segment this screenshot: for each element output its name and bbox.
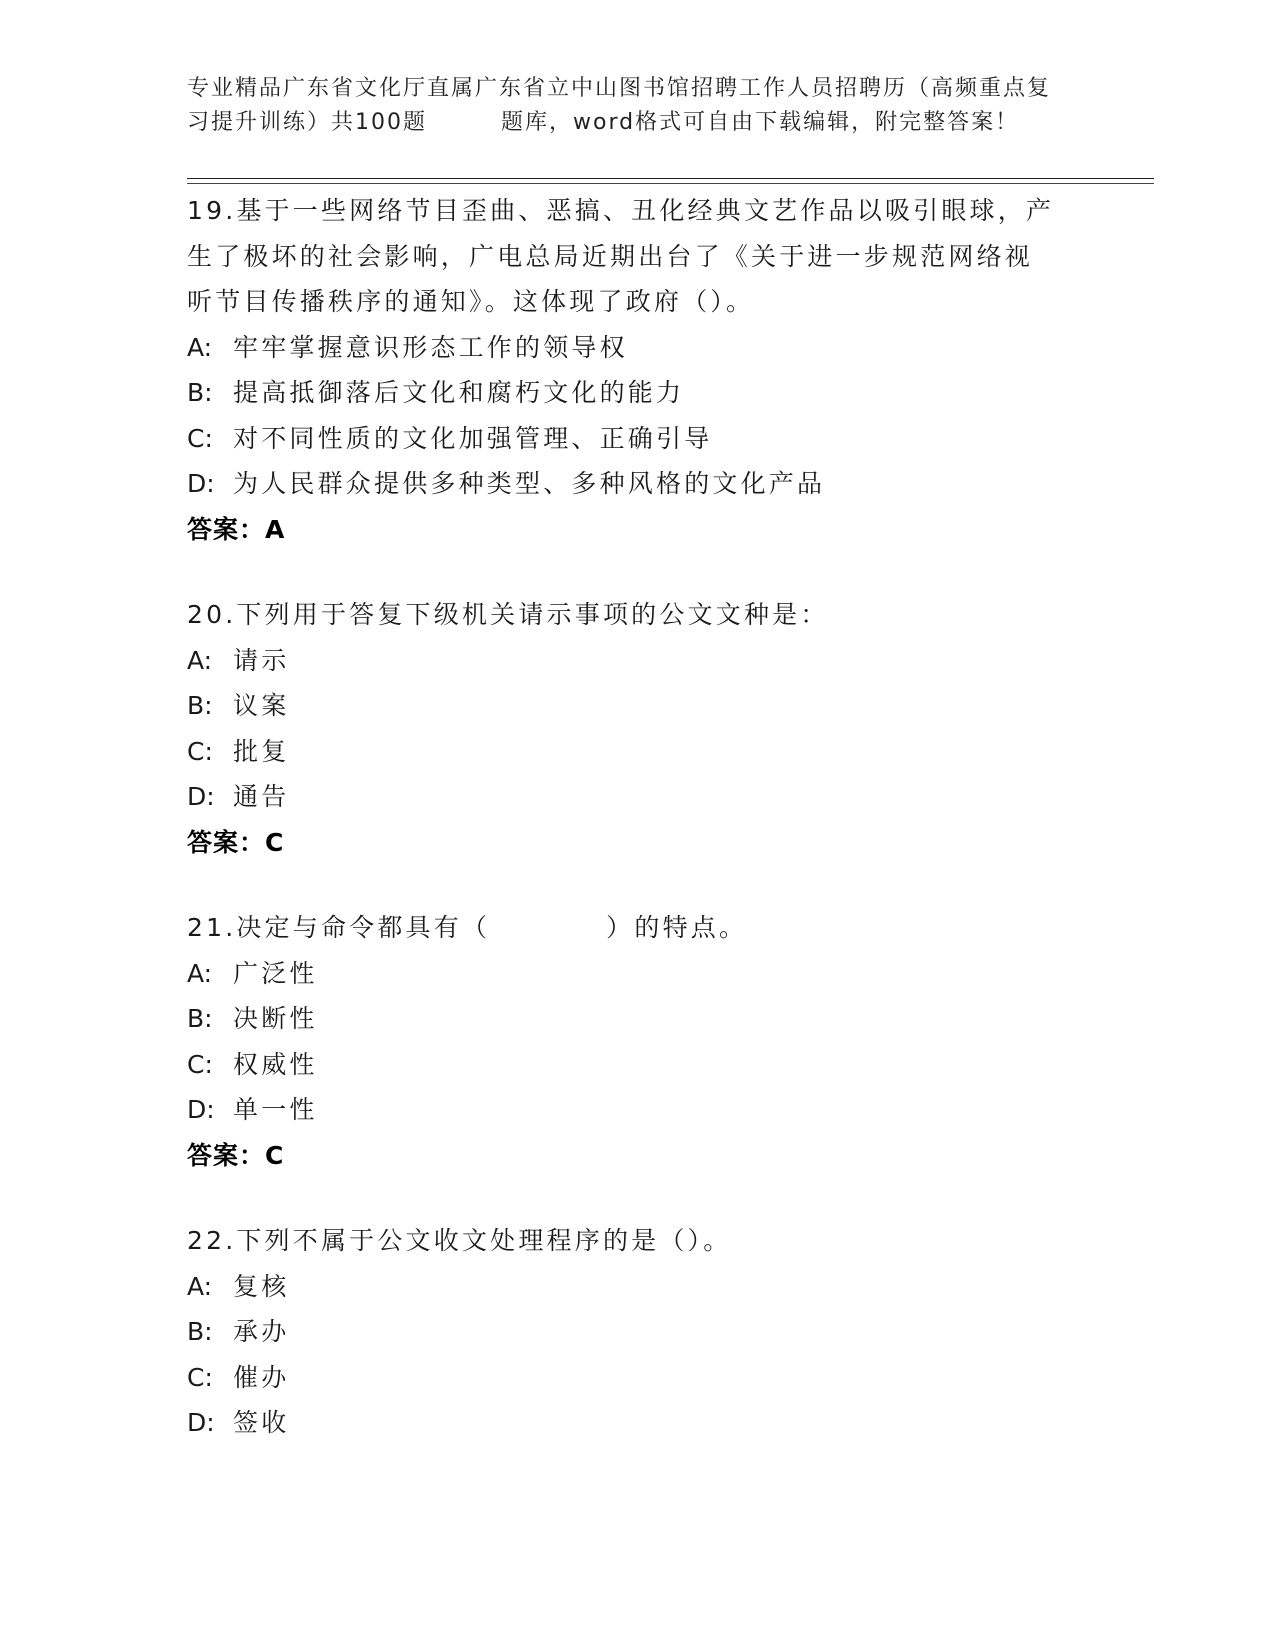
header-divider-thin bbox=[187, 183, 1154, 184]
question-stem-line: 生了极坏的社会影响，广电总局近期出台了《关于进一步规范网络视 bbox=[187, 241, 1034, 271]
option-letter: C: bbox=[187, 1049, 213, 1079]
option-letter: B: bbox=[187, 691, 213, 720]
header-line-2 bbox=[187, 106, 1107, 140]
option-d bbox=[187, 1087, 1087, 1133]
option-text: 对不同性质的文化加强管理、正确引导 bbox=[233, 423, 713, 453]
option-letter: C: bbox=[187, 1362, 213, 1392]
question-stem-line: 22.下列不属于公文收文处理程序的是（）。 bbox=[187, 1226, 732, 1255]
header-line-2-left: 习提升训练）共100题 bbox=[187, 110, 427, 135]
option-a bbox=[187, 325, 1087, 371]
option-b bbox=[187, 1309, 1087, 1355]
question-stem-line: 20.下列用于答复下级机关请示事项的公文文种是： bbox=[187, 600, 829, 629]
option-text: 广泛性 bbox=[233, 958, 318, 988]
option-letter: D: bbox=[187, 782, 215, 811]
header-line-2-right: 题库，word格式可自由下载编辑，附完整答案！ bbox=[501, 110, 1020, 135]
stem-before-blank: 21.决定与命令都具有（ bbox=[187, 913, 491, 942]
answer-line: 答案：C bbox=[187, 1140, 285, 1170]
option-c bbox=[187, 729, 1087, 775]
option-text: 请示 bbox=[233, 645, 290, 675]
option-letter: B: bbox=[187, 1004, 213, 1033]
question-stem-line: 听节目传播秩序的通知》。这体现了政府（）。 bbox=[187, 287, 755, 316]
option-letter: D: bbox=[187, 1408, 215, 1437]
option-c bbox=[187, 416, 1087, 462]
page-header bbox=[187, 72, 1107, 140]
question-22 bbox=[187, 1218, 1087, 1446]
option-text: 批复 bbox=[233, 736, 290, 766]
option-letter: D: bbox=[187, 469, 215, 498]
option-c bbox=[187, 1355, 1087, 1401]
option-a bbox=[187, 951, 1087, 997]
option-b bbox=[187, 370, 1087, 416]
header-line-1: 专业精品广东省文化厅直属广东省立中山图书馆招聘工作人员招聘历（高频重点复 bbox=[187, 76, 1052, 101]
question-stem-line bbox=[187, 905, 1087, 951]
option-b bbox=[187, 996, 1087, 1042]
option-text: 承办 bbox=[233, 1317, 290, 1346]
option-text: 权威性 bbox=[233, 1049, 318, 1079]
option-a bbox=[187, 638, 1087, 684]
option-letter: C: bbox=[187, 736, 213, 766]
header-divider-thick bbox=[187, 178, 1154, 179]
answer-line: 答案：A bbox=[187, 514, 286, 544]
option-text: 牢牢掌握意识形态工作的领导权 bbox=[233, 332, 628, 362]
question-20 bbox=[187, 592, 1087, 865]
option-letter: A: bbox=[187, 332, 213, 362]
option-a bbox=[187, 1264, 1087, 1310]
option-text: 单一性 bbox=[233, 1095, 318, 1124]
question-19 bbox=[187, 188, 1087, 552]
option-letter: A: bbox=[187, 645, 213, 675]
question-stem-line: 19.基于一些网络节目歪曲、恶搞、丑化经典文艺作品以吸引眼球，产 bbox=[187, 196, 1055, 225]
option-text: 催办 bbox=[233, 1362, 290, 1392]
option-d bbox=[187, 1400, 1087, 1446]
option-text: 签收 bbox=[233, 1408, 290, 1437]
stem-after-blank: ）的特点。 bbox=[606, 913, 748, 942]
option-text: 为人民群众提供多种类型、多种风格的文化产品 bbox=[233, 469, 826, 498]
option-letter: C: bbox=[187, 423, 213, 453]
option-text: 通告 bbox=[233, 782, 290, 811]
option-text: 决断性 bbox=[233, 1004, 318, 1033]
option-text: 复核 bbox=[233, 1271, 290, 1301]
answer-line: 答案：C bbox=[187, 827, 285, 857]
option-c bbox=[187, 1042, 1087, 1088]
option-d bbox=[187, 461, 1087, 507]
question-21 bbox=[187, 905, 1087, 1178]
option-letter: D: bbox=[187, 1095, 215, 1124]
option-d bbox=[187, 774, 1087, 820]
question-list bbox=[187, 188, 1087, 1486]
option-text: 议案 bbox=[233, 691, 290, 720]
option-letter: B: bbox=[187, 1317, 213, 1346]
option-text: 提高抵御落后文化和腐朽文化的能力 bbox=[233, 378, 685, 407]
option-letter: A: bbox=[187, 1271, 213, 1301]
option-b bbox=[187, 683, 1087, 729]
option-letter: A: bbox=[187, 958, 213, 988]
option-letter: B: bbox=[187, 378, 213, 407]
